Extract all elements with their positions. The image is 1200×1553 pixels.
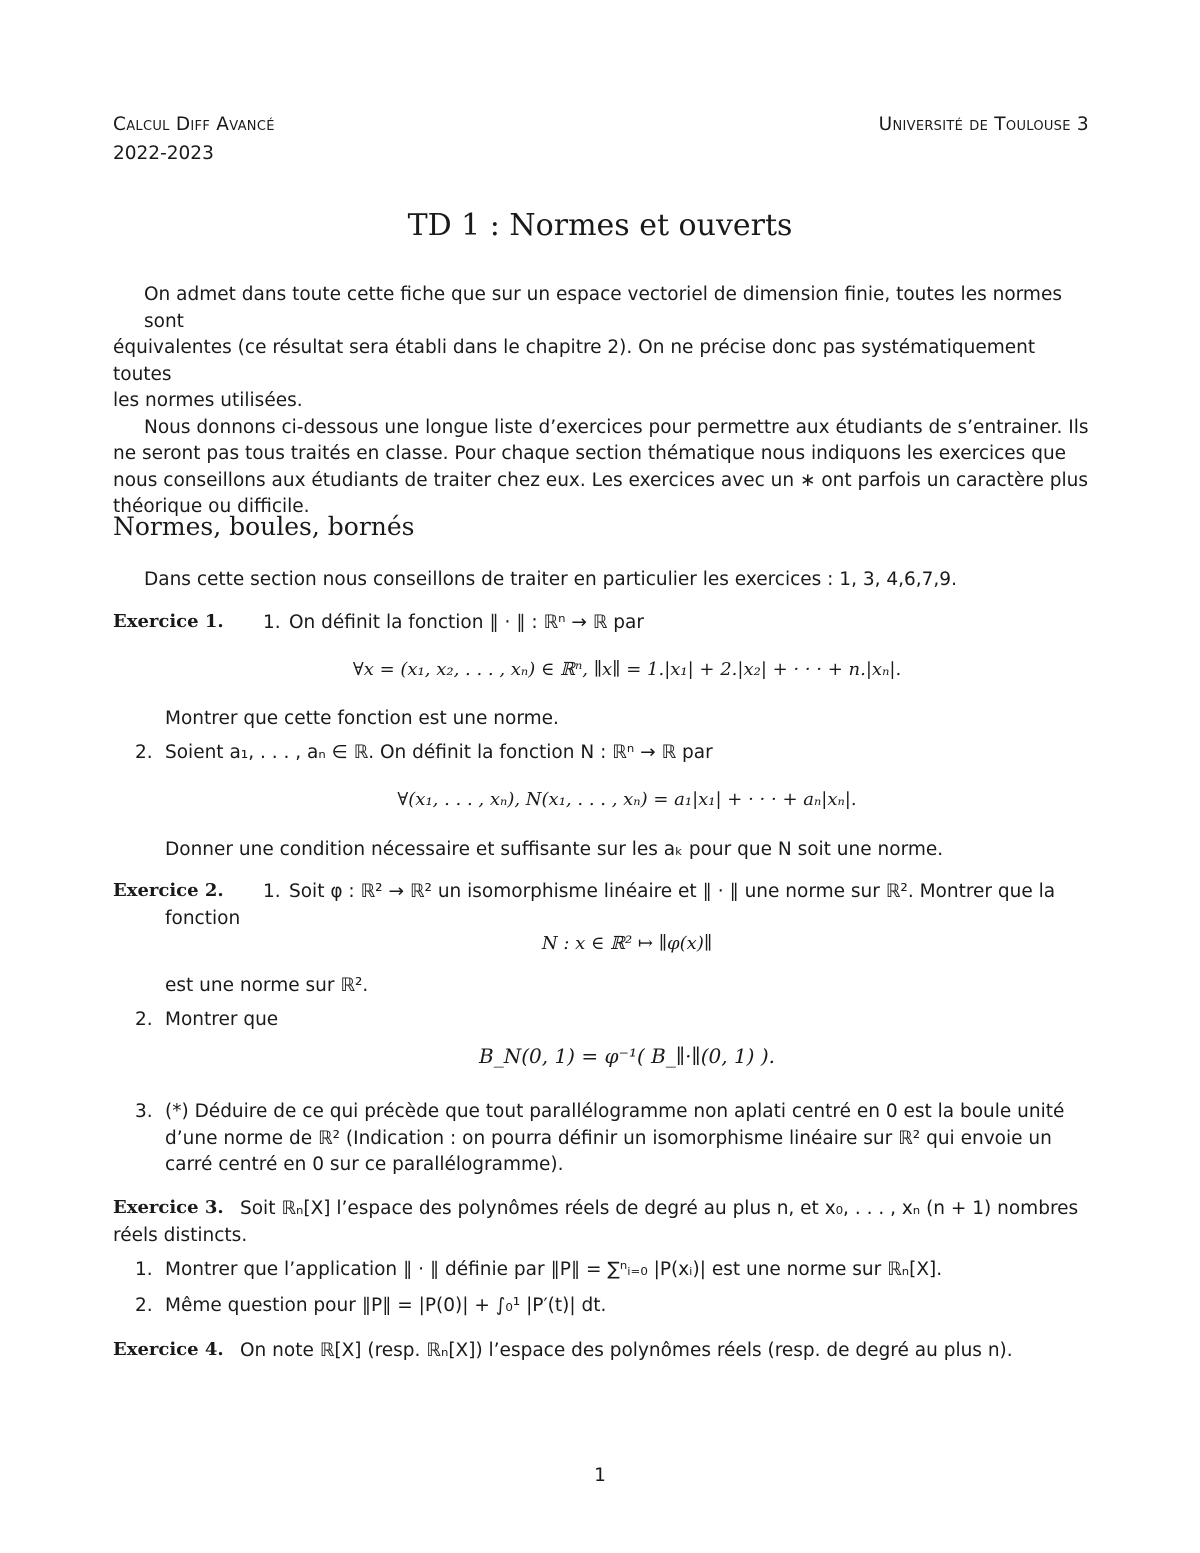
ex2-item-2-number: 2. [135,1009,153,1030]
exercise-2-label: Exercice 2. [113,880,224,901]
page-number: 1 [594,1465,606,1486]
ex2-item-1-text: Soit φ : ℝ² → ℝ² un isomorphisme linéaire et ∥ · ∥ une norme sur ℝ². Montrer que la [289,881,1056,902]
ex2-item-1-number: 1. [263,881,281,902]
intro-line: nous conseillons aux étudiants de traiter chez eux. Les exercices avec un ∗ ont parfois un caractère plus [113,469,1088,491]
intro-line: ne seront pas tous traités en classe. Pour chaque section thématique nous indiquons les exercices que [113,443,1067,464]
ex1-equation-2: ∀(x₁, . . . , xₙ), N(x₁, . . . , xₙ) = a₁|x₁| + · · · + aₙ|xₙ|. [397,789,857,810]
ex2-item-3-line: d’une norme de ℝ² (Indication : on pourra définir un isomorphisme linéaire sur ℝ² qui envoie un [165,1127,1052,1149]
exercise-3-label: Exercice 3. [113,1197,224,1218]
university-name: Université de Toulouse 3 [878,114,1089,135]
ex4-statement: On note ℝ[X] (resp. ℝₙ[X]) l’espace des polynômes réels (resp. de degré au plus n). [240,1340,1013,1361]
ex2-item-3-line: (*) Déduire de ce qui précède que tout parallélogramme non aplati centré en 0 est la boule unité [165,1101,1065,1122]
ex3-item-2-number: 2. [135,1295,153,1316]
ex2-item-1-conclusion: est une norme sur ℝ². [165,975,369,996]
section-title: Normes, boules, bornés [113,512,415,541]
ex3-item-1-number: 1. [135,1259,153,1280]
ex3-item-1-text: Montrer que l’application ∥ · ∥ définie par ∥P∥ = ∑ⁿᵢ₌₀ |P(xᵢ)| est une norme sur ℝₙ[X]. [165,1259,943,1280]
ex2-item-2-text: Montrer que [165,1009,279,1030]
intro-block [113,282,1089,521]
ex1-item-2-number: 2. [135,742,153,763]
ex2-item-3-line: carré centré en 0 sur ce parallélogramme). [165,1154,564,1175]
ex3-statement-line-1: Soit ℝₙ[X] l’espace des polynômes réels de degré au plus n, et x₀, . . . , xₙ (n + 1) nombres [240,1198,1079,1219]
ex2-equation-1: N : x ∈ ℝ² ↦ ∥φ(x)∥ [541,933,713,954]
academic-year: 2022-2023 [113,143,214,164]
page-title: TD 1 : Normes et ouverts [407,208,793,243]
ex1-item-2-question: Donner une condition nécessaire et suffisante sur les aₖ pour que N soit une norme. [165,839,944,860]
ex3-statement-line-2: réels distincts. [113,1225,248,1246]
ex1-equation-1: ∀x = (x₁, x₂, . . . , xₙ) ∈ ℝⁿ, ∥x∥ = 1.|x₁| + 2.|x₂| + · · · + n.|xₙ|. [352,659,902,680]
ex1-item-1-conclusion: Montrer que cette fonction est une norme. [165,708,559,729]
ex1-item-1-text: On définit la fonction ∥ · ∥ : ℝⁿ → ℝ par [289,612,644,633]
section-advice: Dans cette section nous conseillons de traiter en particulier les exercices : 1, 3, 4,6,7,9. [144,569,957,590]
intro-line: Nous donnons ci-dessous une longue liste d’exercices pour permettre aux étudiants de s’entrainer. Ils [144,416,1089,438]
intro-line: théorique ou difficile. [113,496,310,517]
intro-line: les normes utilisées. [113,390,303,411]
ex3-item-2-text: Même question pour ∥P∥ = |P(0)| + ∫₀¹ |P′(t)| dt. [165,1295,607,1316]
intro-line: On admet dans toute cette fiche que sur un espace vectoriel de dimension finie, toutes les normes sont [144,284,1062,332]
exercise-1-label: Exercice 1. [113,611,224,632]
ex2-item-3-text [165,1099,1089,1179]
ex2-equation-2: B_N(0, 1) = φ⁻¹( B_∥·∥(0, 1) ). [479,1044,775,1068]
course-name: Calcul Diff Avancé [113,114,275,135]
ex1-item-2-text: Soient a₁, . . . , aₙ ∈ ℝ. On définit la fonction N : ℝⁿ → ℝ par [165,742,713,763]
ex1-item-1-number: 1. [263,612,281,633]
intro-line: équivalentes (ce résultat sera établi dans le chapitre 2). On ne précise donc pas systématiquement toutes [113,337,1036,385]
ex2-item-3-number: 3. [135,1101,153,1122]
ex2-item-1-text-cont: fonction [165,908,241,929]
exercise-4-label: Exercice 4. [113,1339,224,1360]
